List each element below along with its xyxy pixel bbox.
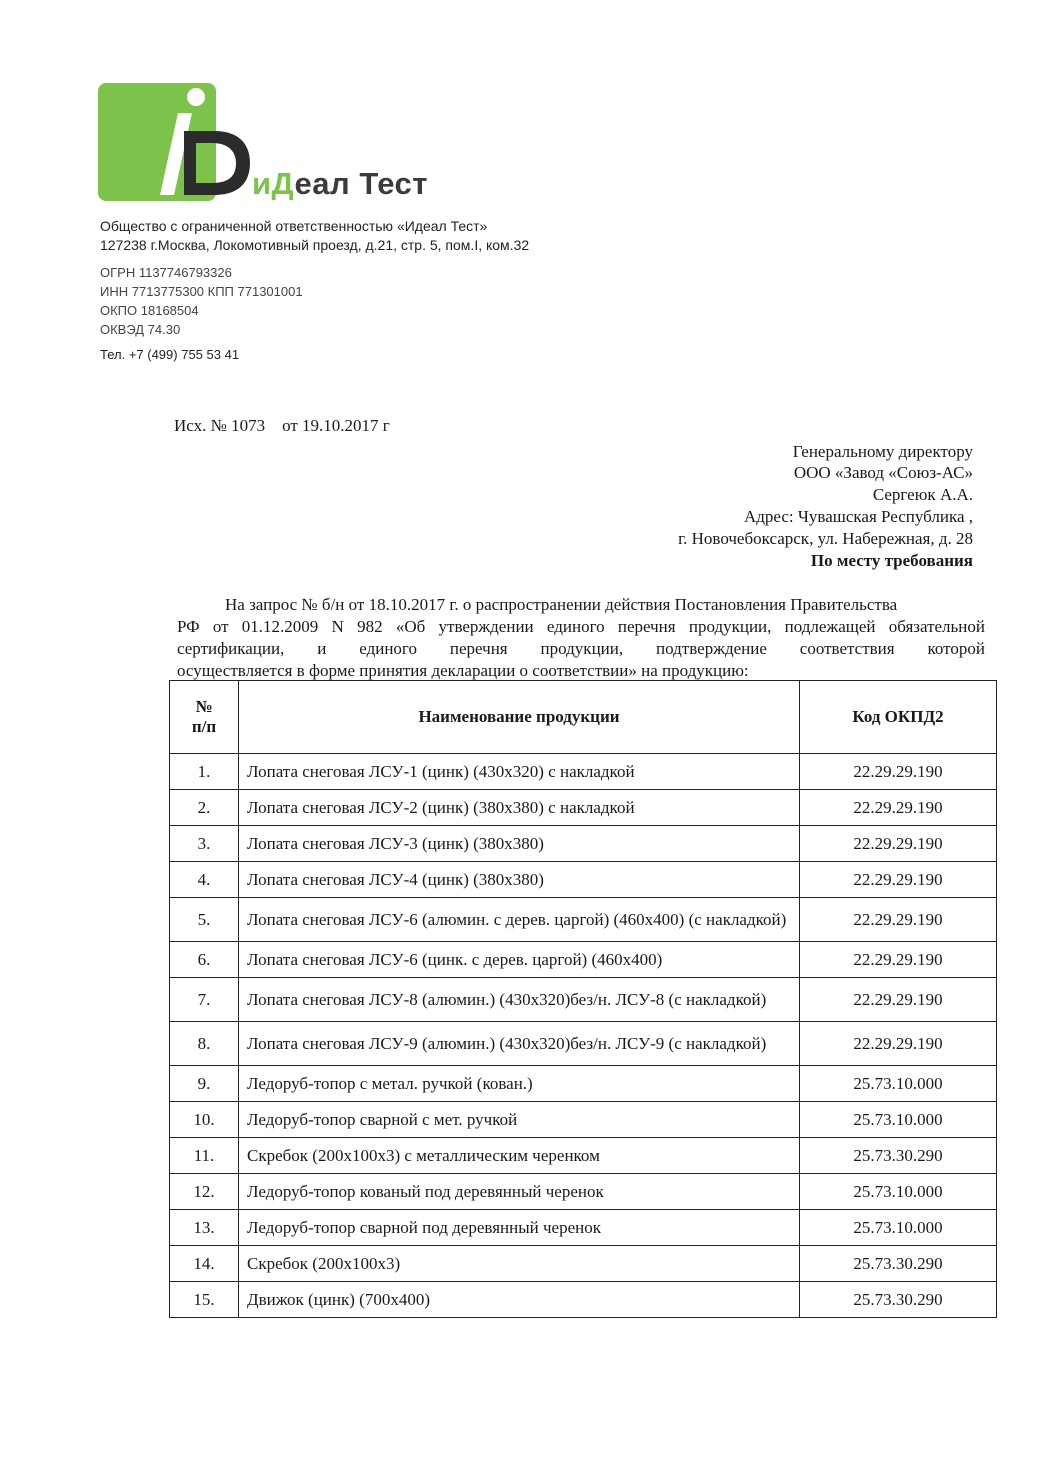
okpd2-code: 22.29.29.190: [800, 898, 997, 942]
table-row: [170, 1210, 997, 1246]
outgoing-reference: [174, 416, 390, 436]
table-header-row: [170, 681, 997, 754]
row-number: 14.: [170, 1246, 239, 1282]
product-name: Лопата снеговая ЛСУ-6 (цинк. с дерев. царгой) (460х400): [239, 942, 800, 978]
table-row: [170, 1102, 997, 1138]
product-name: Лопата снеговая ЛСУ-3 (цинк) (380х380): [239, 826, 800, 862]
okpd2-code: 22.29.29.190: [800, 942, 997, 978]
okpd2-code: 22.29.29.190: [800, 1022, 997, 1066]
table-row: [170, 978, 997, 1022]
registration-okved: ОКВЭД 74.30: [100, 322, 181, 337]
row-number: 2.: [170, 790, 239, 826]
table-body: [170, 754, 997, 1318]
table-row: [170, 862, 997, 898]
registration-inn-kpp: ИНН 7713775300 КПП 771301001: [100, 284, 303, 299]
table-row: [170, 1282, 997, 1318]
product-name: Лопата снеговая ЛСУ-9 (алюмин.) (430х320)без/н. ЛСУ-9 (с накладкой): [239, 1022, 800, 1066]
table-row: [170, 898, 997, 942]
table-row: [170, 1246, 997, 1282]
logo-text-accent: иД: [252, 166, 295, 201]
header-name: Наименование продукции: [239, 681, 800, 754]
addressee-company: ООО «Завод «Союз-АС»: [793, 463, 973, 482]
product-name: Лопата снеговая ЛСУ-8 (алюмин.) (430х320)без/н. ЛСУ-8 (с накладкой): [239, 978, 800, 1022]
company-address: 127238 г.Москва, Локомотивный проезд, д.21, стр. 5, пом.I, ком.32: [100, 237, 530, 253]
okpd2-code: 22.29.29.190: [800, 754, 997, 790]
company-logo-text: [252, 166, 428, 202]
table-row: [170, 1022, 997, 1066]
row-number: 5.: [170, 898, 239, 942]
row-number: 7.: [170, 978, 239, 1022]
product-name: Ледоруб-топор сварной с мет. ручкой: [239, 1102, 800, 1138]
product-name: Движок (цинк) (700х400): [239, 1282, 800, 1318]
product-name: Лопата снеговая ЛСУ-6 (алюмин. с дерев. царгой) (460х400) (с накладкой): [239, 898, 800, 942]
okpd2-code: 22.29.29.190: [800, 826, 997, 862]
company-logo-glyph: [98, 83, 258, 203]
row-number: 8.: [170, 1022, 239, 1066]
table-row: [170, 1174, 997, 1210]
registration-okpo: ОКПО 18168504: [100, 303, 199, 318]
body-line-1: На запрос № б/н от 18.10.2017 г. о распространении действия Постановления Правительства: [225, 595, 898, 614]
table-row: [170, 754, 997, 790]
okpd2-code: 25.73.30.290: [800, 1246, 997, 1282]
addressee-address-line2: г. Новочебоксарск, ул. Набережная, д. 28: [678, 529, 973, 548]
okpd2-code: 25.73.10.000: [800, 1066, 997, 1102]
okpd2-code: 22.29.29.190: [800, 862, 997, 898]
addressee-position: Генеральному директору: [792, 442, 973, 461]
row-number: 10.: [170, 1102, 239, 1138]
table-row: [170, 942, 997, 978]
row-number: 6.: [170, 942, 239, 978]
okpd2-code: 25.73.30.290: [800, 1282, 997, 1318]
header-num-line2: п/п: [191, 717, 217, 736]
reference-date: от 19.10.2017 г: [282, 416, 390, 435]
addressee-note: По месту требования: [810, 551, 973, 570]
products-table: [169, 680, 997, 1318]
header-num-line1: №: [195, 697, 213, 716]
product-name: Лопата снеговая ЛСУ-1 (цинк) (430х320) с накладкой: [239, 754, 800, 790]
product-name: Лопата снеговая ЛСУ-4 (цинк) (380х380): [239, 862, 800, 898]
row-number: 13.: [170, 1210, 239, 1246]
row-number: 15.: [170, 1282, 239, 1318]
product-name: Ледоруб-топор с метал. ручкой (кован.): [239, 1066, 800, 1102]
table-row: [170, 826, 997, 862]
row-number: 4.: [170, 862, 239, 898]
okpd2-code: 25.73.10.000: [800, 1102, 997, 1138]
product-name: Скребок (200х100х3): [239, 1246, 800, 1282]
okpd2-code: 25.73.10.000: [800, 1174, 997, 1210]
okpd2-code: 22.29.29.190: [800, 790, 997, 826]
table-row: [170, 790, 997, 826]
reference-number: Исх. № 1073: [174, 416, 266, 435]
row-number: 9.: [170, 1066, 239, 1102]
okpd2-code: 22.29.29.190: [800, 978, 997, 1022]
body-line-4: осуществляется в форме принятия декларации о соответствии» на продукцию:: [177, 661, 749, 680]
product-name: Скребок (200х100х3) с металлическим черенком: [239, 1138, 800, 1174]
row-number: 12.: [170, 1174, 239, 1210]
product-name: Ледоруб-топор сварной под деревянный черенок: [239, 1210, 800, 1246]
company-name: Общество с ограниченной ответственностью «Идеал Тест»: [100, 218, 488, 234]
okpd2-code: 25.73.10.000: [800, 1210, 997, 1246]
logo-text-rest: еал Тест: [294, 166, 428, 201]
row-number: 11.: [170, 1138, 239, 1174]
body-line-2: РФ от 01.12.2009 N 982 «Об утверждении единого перечня продукции, подлежащей обязательной: [177, 617, 985, 636]
row-number: 1.: [170, 754, 239, 790]
table-row: [170, 1066, 997, 1102]
addressee-address-line1: Адрес: Чувашская Республика ,: [743, 507, 973, 526]
body-line-3: сертификации, и единого перечня продукции, подтверждение соответствия которой: [177, 639, 985, 658]
product-name: Ледоруб-топор кованый под деревянный черенок: [239, 1174, 800, 1210]
registration-ogrn: ОГРН 1137746793326: [100, 265, 232, 280]
table-row: [170, 1138, 997, 1174]
header-num: [170, 681, 239, 754]
header-code: Код ОКПД2: [800, 681, 997, 754]
addressee-person: Сергеюк А.А.: [872, 485, 973, 504]
row-number: 3.: [170, 826, 239, 862]
okpd2-code: 25.73.30.290: [800, 1138, 997, 1174]
company-phone: Тел. +7 (499) 755 53 41: [100, 347, 240, 362]
product-name: Лопата снеговая ЛСУ-2 (цинк) (380х380) с накладкой: [239, 790, 800, 826]
